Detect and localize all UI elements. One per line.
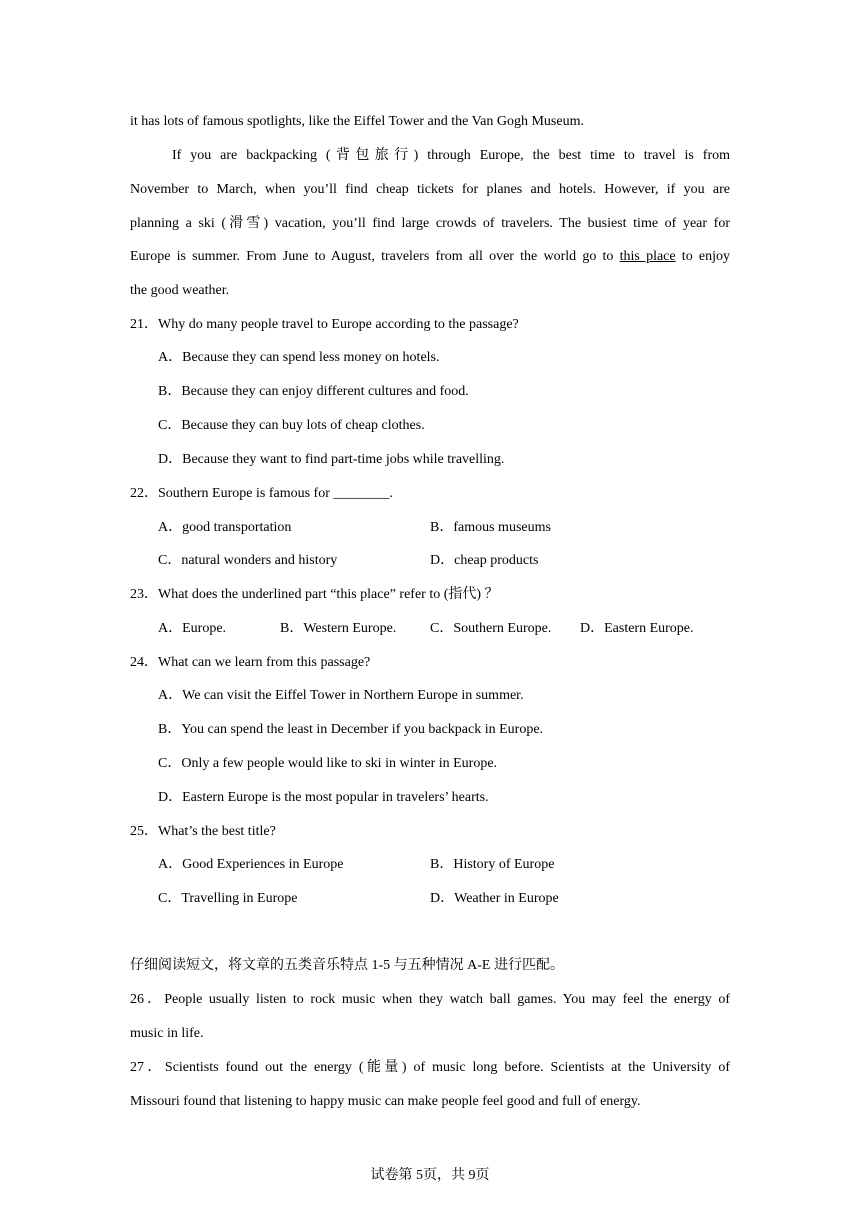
matching-item: Missouri found that listening to happy music can make people feel good and full of energy. xyxy=(130,1094,641,1109)
passage-text: to enjoy xyxy=(675,249,731,264)
underlined-phrase: this place xyxy=(619,249,676,264)
answer-option: C．Southern Europe. xyxy=(430,621,552,636)
answer-option: A．good transportation xyxy=(158,520,292,535)
passage-line: planning a ski (滑雪) vacation, you’ll find large crowds of travelers. The busiest time of year for xyxy=(130,216,730,231)
answer-option: C．Only a few people would like to ski in winter in Europe. xyxy=(158,756,498,771)
passage-line: If you are backpacking (背包旅行) through Europe, the best time to travel is from xyxy=(172,148,730,163)
question-stem: 22．Southern Europe is famous for ________. xyxy=(130,486,393,501)
page-footer: 试卷第 5页，共 9页 xyxy=(370,1168,490,1183)
answer-option: B．Because they can enjoy different cultures and food. xyxy=(158,384,469,399)
passage-text: Europe is summer. From June to August, travelers from all over the world go to xyxy=(130,249,620,264)
passage-line xyxy=(130,247,730,267)
matching-item: music in life. xyxy=(130,1026,204,1041)
answer-option: B．You can spend the least in December if you backpack in Europe. xyxy=(158,722,544,737)
question-stem: 23．What does the underlined part “this place” refer to (指代) ？ xyxy=(130,587,499,602)
answer-option: B．famous museums xyxy=(430,520,551,535)
answer-option: A．Europe. xyxy=(158,621,227,636)
answer-option: B．Western Europe. xyxy=(280,621,397,636)
question-stem: 24．What can we learn from this passage? xyxy=(130,655,371,670)
matching-item: 27．Scientists found out the energy (能量) of music long before. Scientists at the University of xyxy=(130,1060,730,1075)
answer-option: A．Good Experiences in Europe xyxy=(158,857,344,872)
question-stem: 25．What’s the best title? xyxy=(130,824,276,839)
answer-option: C．natural wonders and history xyxy=(158,553,338,568)
answer-option: A．Because they can spend less money on hotels. xyxy=(158,350,440,365)
question-stem: 21．Why do many people travel to Europe according to the passage? xyxy=(130,317,519,332)
section-instruction: 仔细阅读短文，将文章的五类音乐特点 1-5 与五种情况 A-E 进行匹配。 xyxy=(130,958,564,973)
answer-option: D．Because they want to find part-time jobs while travelling. xyxy=(158,452,505,467)
matching-item: 26．People usually listen to rock music when they watch ball games. You may feel the energy of xyxy=(130,992,730,1007)
answer-option: D．cheap products xyxy=(430,553,539,568)
answer-option: D．Weather in Europe xyxy=(430,891,559,906)
answer-option: C．Because they can buy lots of cheap clothes. xyxy=(158,418,425,433)
passage-line: it has lots of famous spotlights, like the Eiffel Tower and the Van Gogh Museum. xyxy=(130,114,584,129)
passage-line: November to March, when you’ll find cheap tickets for planes and hotels. However, if you are xyxy=(130,182,730,197)
answer-option: B．History of Europe xyxy=(430,857,555,872)
answer-option: D．Eastern Europe is the most popular in travelers’ hearts. xyxy=(158,790,489,805)
passage-line: the good weather. xyxy=(130,283,230,298)
answer-option: C．Travelling in Europe xyxy=(158,891,298,906)
answer-option: D．Eastern Europe. xyxy=(580,621,694,636)
answer-option: A．We can visit the Eiffel Tower in Northern Europe in summer. xyxy=(158,688,524,703)
